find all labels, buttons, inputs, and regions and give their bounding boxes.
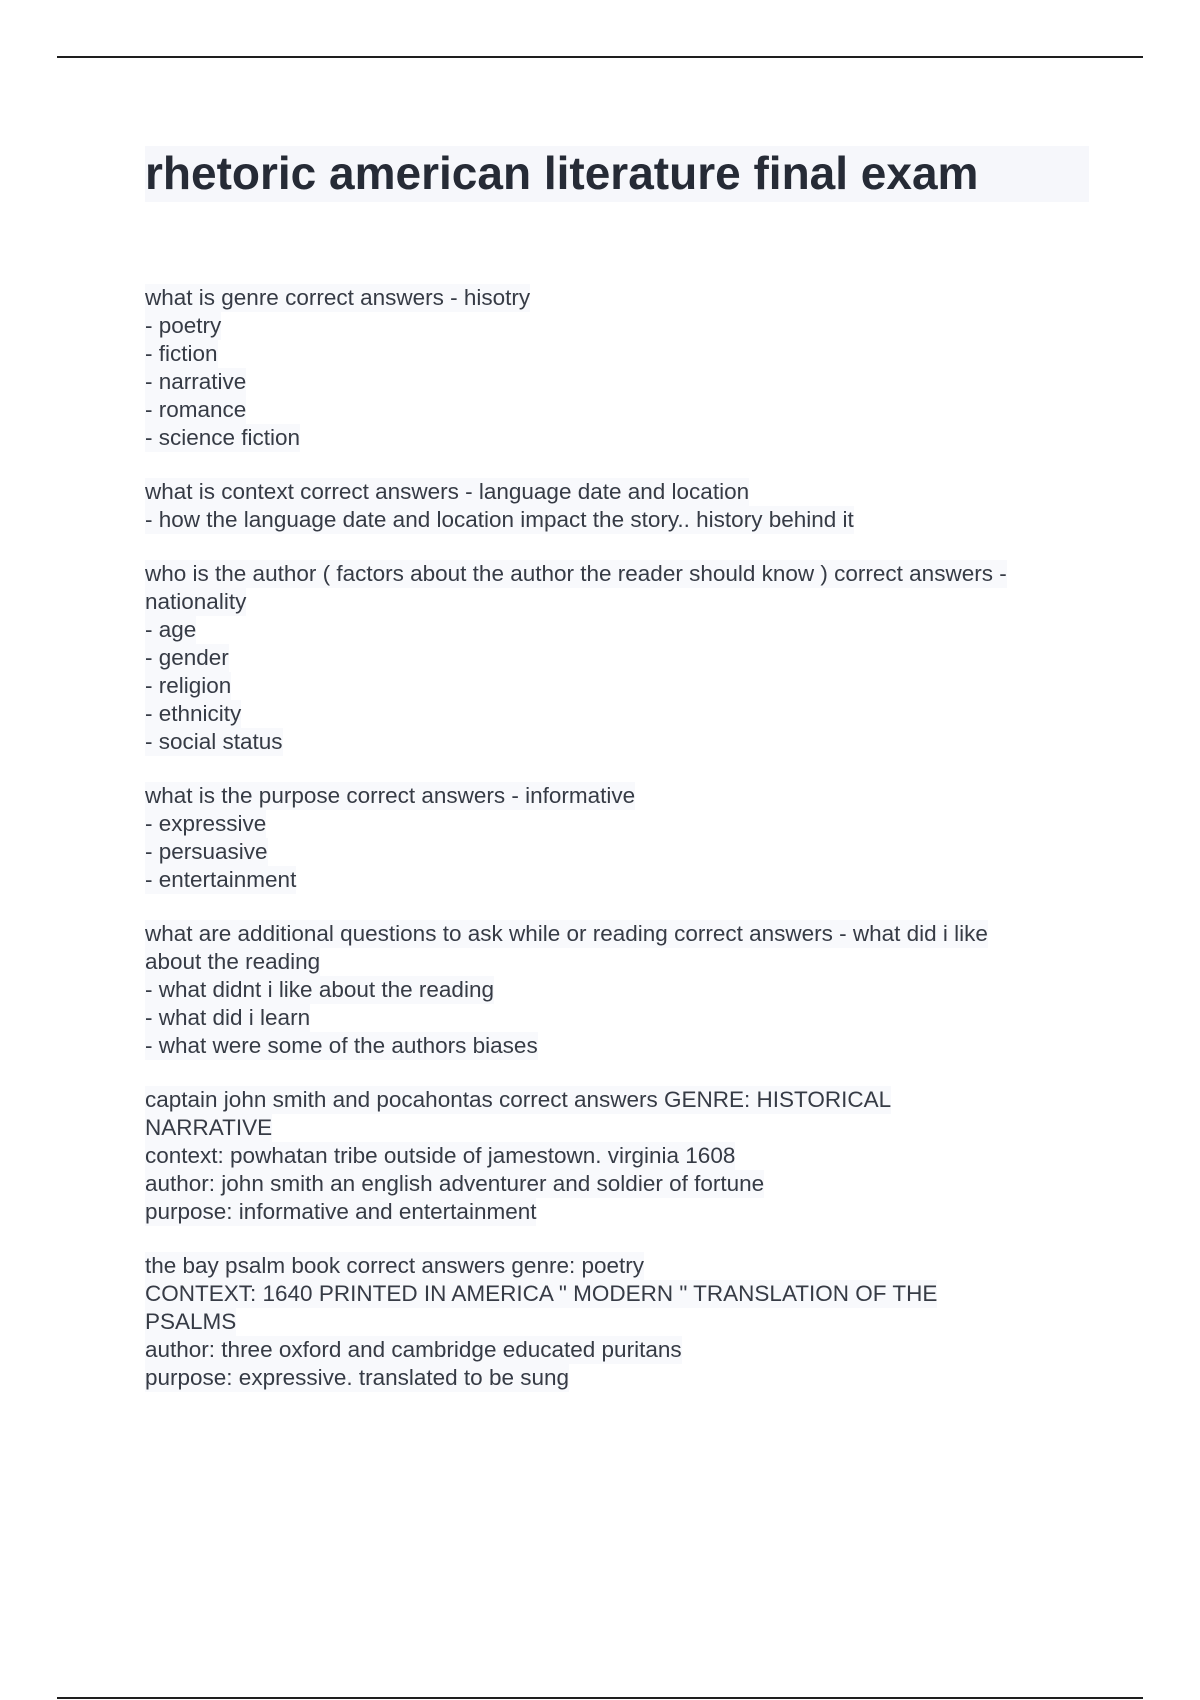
qa-entry	[145, 920, 1085, 1060]
qa-answer-line: author: john smith an english adventurer and soldier of fortune	[145, 1171, 765, 1196]
qa-question-line: captain john smith and pocahontas correct answers GENRE: HISTORICAL	[145, 1087, 892, 1112]
qa-answer-line: - religion	[145, 673, 232, 698]
qa-entry	[145, 560, 1085, 756]
qa-question-line: the bay psalm book correct answers genre: poetry	[145, 1253, 644, 1278]
qa-answer-line: - science fiction	[145, 425, 301, 450]
qa-answer-line: purpose: informative and entertainment	[145, 1199, 537, 1224]
qa-answer-line: - expressive	[145, 811, 267, 836]
qa-answer-line: author: three oxford and cambridge educated puritans	[145, 1337, 682, 1362]
qa-answer-line: CONTEXT: 1640 PRINTED IN AMERICA " MODERN " TRANSLATION OF THE	[145, 1281, 938, 1306]
qa-entry	[145, 284, 1085, 452]
qa-answer-line: PSALMS	[145, 1309, 237, 1334]
qa-answer-line: - ethnicity	[145, 701, 242, 726]
qa-answer-line: - age	[145, 617, 197, 642]
qa-answer-line: - what did i learn	[145, 1005, 311, 1030]
qa-answer-line: about the reading	[145, 949, 321, 974]
qa-answer-line: nationality	[145, 589, 247, 614]
qa-entry	[145, 782, 1085, 894]
bottom-rule	[57, 1697, 1143, 1699]
qa-answer-line: - persuasive	[145, 839, 268, 864]
qa-answer-line: context: powhatan tribe outside of jamestown. virginia 1608	[145, 1143, 736, 1168]
title-block	[145, 146, 1089, 202]
qa-entry	[145, 1252, 1085, 1392]
qa-answer-line: - romance	[145, 397, 247, 422]
top-rule	[57, 56, 1143, 58]
qa-answer-line: - what didnt i like about the reading	[145, 977, 494, 1002]
qa-answer-line: - poetry	[145, 313, 222, 338]
qa-question-line: what is the purpose correct answers - informative	[145, 783, 636, 808]
qa-answer-line: - how the language date and location impact the story.. history behind it	[145, 507, 854, 532]
page-title: rhetoric american literature final exam	[145, 147, 979, 199]
qa-answer-line: - what were some of the authors biases	[145, 1033, 538, 1058]
qa-list	[145, 284, 1085, 1418]
qa-answer-line: - narrative	[145, 369, 247, 394]
qa-question-line: what is genre correct answers - hisotry	[145, 285, 531, 310]
qa-entry	[145, 478, 1085, 534]
qa-answer-line: NARRATIVE	[145, 1115, 273, 1140]
qa-question-line: what are additional questions to ask while or reading correct answers - what did i like	[145, 921, 988, 946]
qa-answer-line: - entertainment	[145, 867, 297, 892]
qa-answer-line: - fiction	[145, 341, 218, 366]
qa-question-line: what is context correct answers - language date and location	[145, 479, 750, 504]
qa-answer-line: purpose: expressive. translated to be sung	[145, 1365, 570, 1390]
qa-answer-line: - gender	[145, 645, 229, 670]
qa-answer-line: - social status	[145, 729, 283, 754]
qa-question-line: who is the author ( factors about the author the reader should know ) correct answers -	[145, 561, 1007, 586]
qa-entry	[145, 1086, 1085, 1226]
